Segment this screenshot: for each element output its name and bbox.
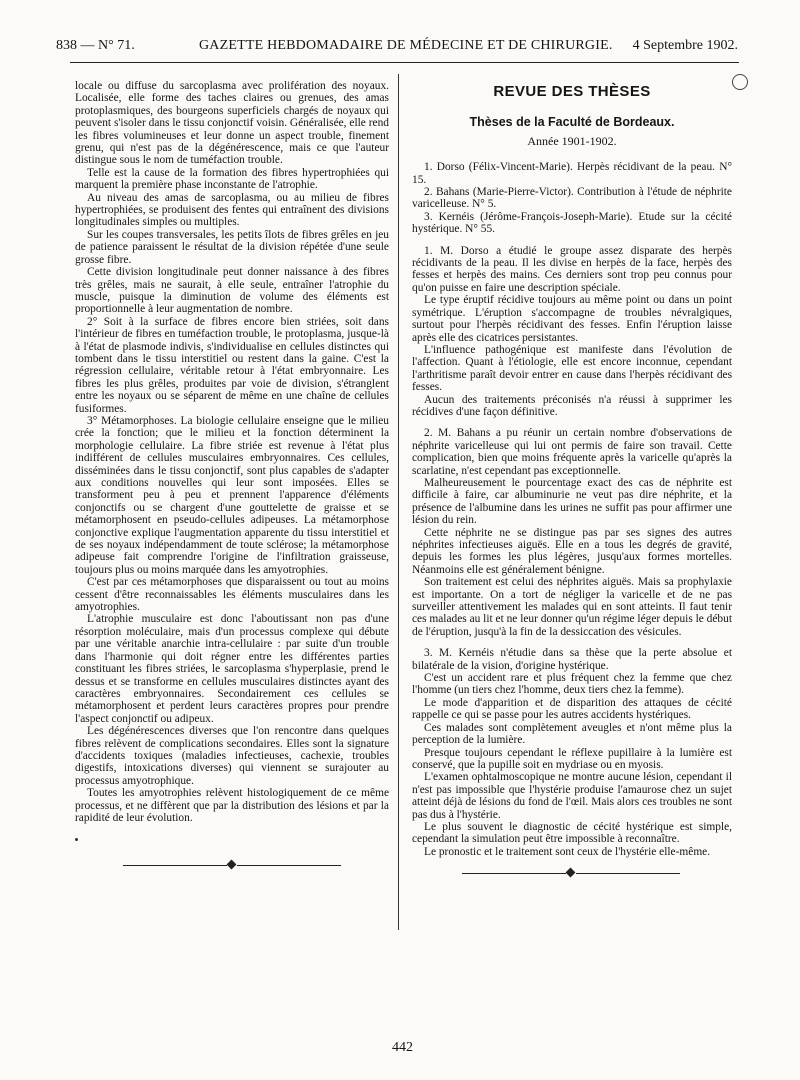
ornament-diamond xyxy=(227,860,237,870)
section-ornament xyxy=(412,868,732,878)
paragraph: Cette néphrite ne se distingue pas par ses signes des autres néphrites infectieuses aiguës. Elle en a tous les degrés de gravité, depuis les formes les plus légères, jusqu'aux formes mortelles. Néanmoins elle est généralement bénigne. xyxy=(412,526,732,576)
running-header xyxy=(56,38,738,60)
ornament-line-left xyxy=(462,873,566,874)
ornament-line-right xyxy=(576,873,680,874)
paragraph: 2° Soit à la surface de fibres encore bien striées, soit dans l'intérieur de fibres en tuméfaction trouble, le protoplasma, jusque-là à l'état de plasmode indivis, s'individualise en cellules distinctes qui tombent dans le tissu interstitiel ou restent dans la gaine. C'est la régression cellulaire, véritable retour à l'état embryonnaire. Les fibres les plus grêles, produites par voie de division, s'étranglent entre les noyaux ou se séparent de même en une chaîne de cellules fusiformes. xyxy=(75,315,389,415)
page-number: 838 — N° 71. xyxy=(56,38,135,53)
paragraph: Cette division longitudinale peut donner naissance à des fibres très grêles, mais ne saurait, à elle seule, entraîner l'atrophie du muscle, puisque la diminution de volume des éléments est proportionnelle à leur augmentation de nombre. xyxy=(75,266,389,316)
end-mark-area xyxy=(75,824,389,850)
paragraph: L'atrophie musculaire est donc l'aboutissant non pas d'une résorption moléculaire, mais d'un processus complexe qui débute par une véritable anarchie intra-cellulaire : par suite d'un trouble dans l'harmonie qui doit régner entre les différentes parties constituant les fibres striées, le sarcoplasma s'hyperplasie, prend le dessus et se transforme en cellules musculaires distinctes ayant des caractères embryonnaires. Secondairement ces cellules se métamorphosent et perdent leurs caractères propres pour prendre l'aspect conjonctif ou adipeux. xyxy=(75,613,389,725)
thesis-entry: 1. Dorso (Félix-Vincent-Marie). Herpès récidivant de la peau. N° 15. xyxy=(412,161,732,186)
ornament-line-left xyxy=(123,865,227,866)
paragraph: C'est un accident rare et plus fréquent chez la femme que chez l'homme (un tiers chez l'homme, deux tiers chez la femme). xyxy=(412,672,732,697)
paragraph: Aucun des traitements préconisés n'a réussi à supprimer les récidives d'une façon définitive. xyxy=(412,393,732,418)
ornament-diamond xyxy=(566,868,576,878)
paragraph: Son traitement est celui des néphrites aiguës. Mais sa prophylaxie est importante. On a tort de négliger la varicelle et de ne pas surveiller attentivement les malades qui en sont atteints. Il faut tenir ces malades au lit et ne leur donner qu'un régime léger depuis le début de l'éruption, jusqu'à la fin de la dessiccation des vésicules. xyxy=(412,576,732,638)
paragraph: 1. M. Dorso a étudié le groupe assez disparate des herpès récidivants de la peau. Il les divise en herpès de la face, herpès des fesses et herpès des mains. Ces derniers sont trop peu connus pour qu'on puisse en faire une description spéciale. xyxy=(412,244,732,294)
paragraph: Le mode d'apparition et de disparition des attaques de cécité rappelle ce qui se passe pour les autres accidents hystériques. xyxy=(412,696,732,722)
thesis-entry: 3. Kernéis (Jérôme-François-Joseph-Marie). Etude sur la cécité hystérique. N° 55. xyxy=(412,210,732,236)
issue-date: 4 Septembre 1902. xyxy=(632,38,738,53)
left-column xyxy=(75,80,389,870)
academic-year: Année 1901-1902. xyxy=(527,133,617,148)
section-title: REVUE DES THÈSES xyxy=(493,83,651,100)
paragraph: 3. M. Kernéis n'étudie dans sa thèse que la perte absolue et bilatérale de la vision, d'origine hystérique. xyxy=(412,647,732,672)
end-dot xyxy=(75,838,78,841)
paragraph: Le type éruptif récidive toujours au même point ou dans un point symétrique. L'éruption s'accompagne de troubles névralgiques, surtout pour l'herpès récidivant des fesses. Enfin l'éruption laisse après elle des cicatrices persistantes. xyxy=(412,294,732,344)
page-folio: 442 xyxy=(392,1040,413,1055)
paragraph: Sur les coupes transversales, les petits îlots de fibres grêles en jeu de patience paraissent le résultat de la division répétée d'une seule grosse fibre. xyxy=(75,228,389,266)
thesis-entry: 2. Bahans (Marie-Pierre-Victor). Contribution à l'étude de néphrite varicelleuse. N° 5. xyxy=(412,186,732,211)
paragraph: Telle est la cause de la formation des fibres hypertrophiées qui marquent la première phase inconstante de l'atrophie. xyxy=(75,166,389,192)
paragraph: Les dégénérescences diverses que l'on rencontre dans quelques fibres relèvent de complications secondaires. Elles sont la signature d'accidents toxiques (maladies infectieuses, cachexie, troubles digestifs, intoxications diverses) qui viennent se surajouter au processus amyotrophique. xyxy=(75,725,389,787)
paragraph: locale ou diffuse du sarcoplasma avec prolifération des noyaux. Localisée, elle forme des taches claires ou grenues, des amas protoplasmiques, des bourgeons superficiels chargés de noyaux qui peuvent s'isoler dans le tissu conjonctif voisin. Généralisée, elle rend les fibres volumineuses et leur donne un aspect trouble, finement grenu, qui n'est pas de la dégénérescence, mais ce que l'auteur distingue sous le nom de tuméfaction trouble. xyxy=(75,80,389,167)
paragraph: Le plus souvent le diagnostic de cécité hystérique est simple, cependant la simulation peut être impossible à reconnaître. xyxy=(412,820,732,846)
paragraph: Le pronostic et le traitement sont ceux de l'hystérie elle-même. xyxy=(424,845,711,858)
header-rule xyxy=(70,62,739,63)
paragraph: 3° Métamorphoses. La biologie cellulaire enseigne que le milieu crée la fonction; que le milieu et la fonction déterminent la morphologie cellulaire. La fibre striée est revenue à l'état plus indifférent de cellules musculaires embryonnaires. Ces cellules, disséminées dans le tissu conjonctif, sont plus capables de s'adapter aux conditions nouvelles qui leur sont imposées. Elles se transforment peu à peu et prennent l'apparence d'éléments conjonctifs ou se chargent d'une gouttelette de graisse et se métamorphosent en pseudo-cellules adipeuses. La métamorphose conjonctive explique l'augmentation apparente du tissu interstitiel et de ses noyaux indépendamment de toute sclérose; la métamorphose adipeuse fait comprendre l'origine de l'infiltration graisseuse, toujours plus ou moins marquée dans les amyotrophies. xyxy=(75,414,389,576)
section-subtitle: Thèses de la Faculté de Bordeaux. xyxy=(469,115,675,130)
paragraph: L'examen ophtalmoscopique ne montre aucune lésion, cependant il n'est pas impossible que l'hystérie produise l'amaurose chez un sujet atteint déjà de lésions du fond de l'œil. Mais alors ces troubles ne sont pas dus à l'hystérie. xyxy=(412,771,732,821)
section-ornament xyxy=(75,860,389,870)
paragraph: Presque toujours cependant le réflexe pupillaire à la lumière est conservé, que la pupille soit en mydriase ou en myosis. xyxy=(412,746,732,771)
journal-title: GAZETTE HEBDOMADAIRE DE MÉDECINE ET DE CHIRURGIE. xyxy=(199,38,613,53)
right-column xyxy=(412,80,732,878)
paragraph: Toutes les amyotrophies relèvent histologiquement de ce même processus, et ne diffèrent que par la distribution des lésions et par la rapidité de leur évolution. xyxy=(75,787,389,824)
paragraph: C'est par ces métamorphoses que disparaissent ou tout au moins cessent d'être reconnaissables les éléments musculaires dans les amyotrophies. xyxy=(75,576,389,614)
paragraph: 2. M. Bahans a pu réunir un certain nombre d'observations de néphrite varicelleuse qui lui ont permis de faire son travail. Cette complication, bien que moins fréquente après la varicelle qu'après la scarlatine, n'est cependant pas exceptionnelle. xyxy=(412,427,732,477)
paragraph: Ces malades sont complètement aveugles et n'ont même plus la perception de la lumière. xyxy=(412,721,732,747)
paragraph: L'influence pathogénique est manifeste dans l'évolution de l'affection. Quant à l'étiologie, elle est encore inconnue, cependant l'arthritisme paraît devoir entrer en cause dans l'herpès récidivant des fesses. xyxy=(412,343,732,394)
ornament-line-right xyxy=(237,865,341,866)
column-divider xyxy=(398,74,399,930)
paragraph: Malheureusement le pourcentage exact des cas de néphrite est difficile à faire, car albuminurie ne veut pas dire néphrite, et la présence de l'albumine dans les urines ne suffit pas pour affirmer une lésion du rein. xyxy=(412,476,732,527)
paragraph: Au niveau des amas de sarcoplasma, ou au milieu de fibres hypertrophiées, se produisent des fentes qui entraînent des divisions longitudinales simples ou multiples. xyxy=(75,191,389,229)
library-stamp-mark xyxy=(732,74,748,90)
